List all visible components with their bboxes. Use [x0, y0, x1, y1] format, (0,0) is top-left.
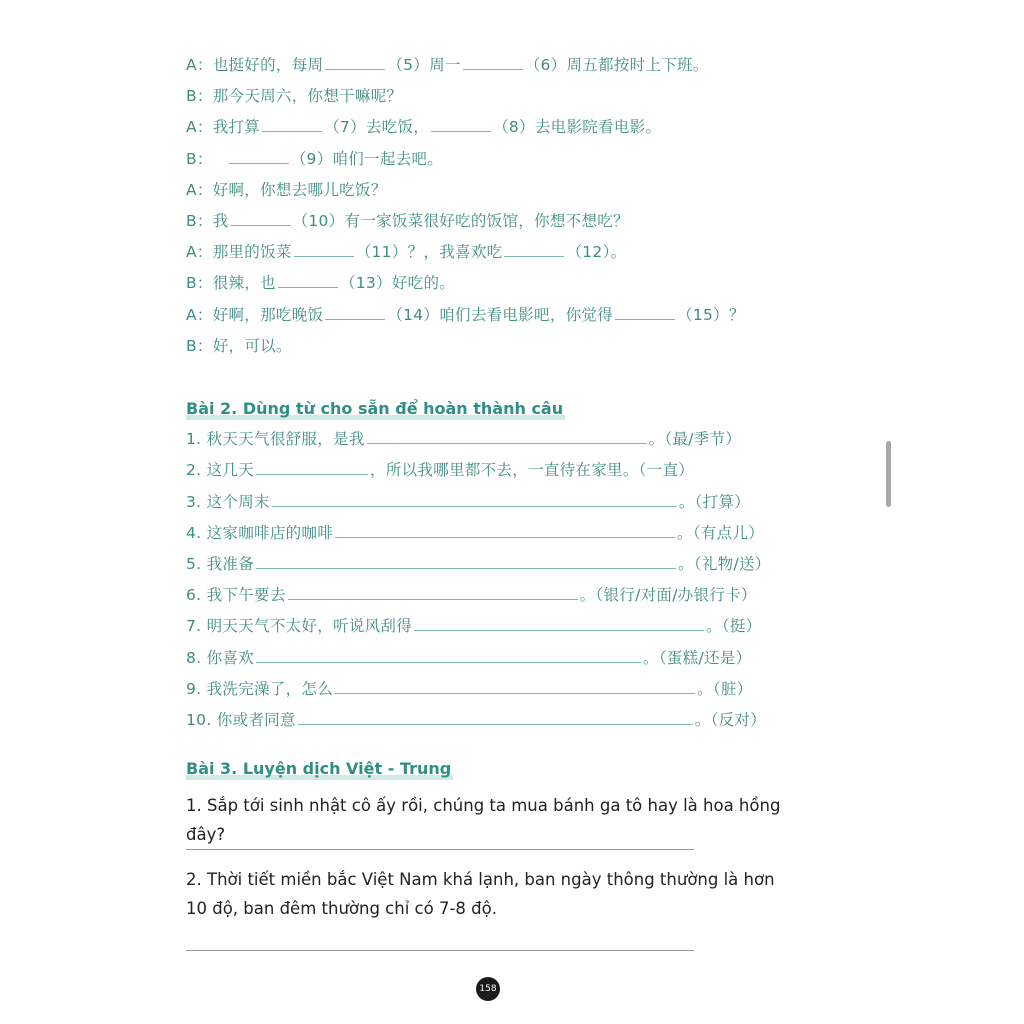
- item-text: 10. 你或者同意: [186, 711, 296, 729]
- item-hint: 。（银行/对面/办银行卡）: [579, 586, 757, 604]
- item-hint: 。（最/季节）: [648, 430, 742, 448]
- bai2-item-4: [186, 522, 764, 544]
- dialogue-text: （6）周五都按时上下班。: [524, 56, 709, 74]
- item-text: 3. 这个周末: [186, 493, 270, 511]
- bai2-item-1: [186, 428, 741, 450]
- dialogue-text: （11）？，我喜欢吃: [355, 243, 503, 261]
- fill-blank-6[interactable]: [463, 55, 523, 70]
- dialogue-line-3: [186, 116, 661, 138]
- fill-blank-15[interactable]: [615, 305, 675, 320]
- item-hint: 。（有点儿）: [677, 524, 765, 542]
- dialogue-text: B：我: [186, 212, 229, 230]
- fill-blank-9[interactable]: [229, 149, 289, 164]
- item-text: 7. 明天天气不太好，听说风刮得: [186, 617, 413, 635]
- item-text: 4. 这家咖啡店的咖啡: [186, 524, 334, 542]
- bai2-item-2: [186, 459, 694, 481]
- answer-blank-3[interactable]: [272, 492, 677, 507]
- dialogue-line-4: [186, 148, 443, 170]
- answer-blank-1[interactable]: [367, 429, 647, 444]
- dialogue-line-2: [186, 85, 402, 107]
- dialogue-text: （8）去电影院看电影。: [493, 118, 662, 136]
- item-hint: 。（礼物/送）: [678, 555, 771, 573]
- dialogue-text: （13）好吃的。: [339, 274, 456, 292]
- bai3-question-1: 1. Sắp tới sinh nhật cô ấy rồi, chúng ta mua bánh ga tô hay là hoa hồng đây?: [186, 796, 781, 844]
- answer-blank-10[interactable]: [298, 710, 693, 725]
- dialogue-text: A：也挺好的，每周: [186, 56, 324, 74]
- fill-blank-5[interactable]: [325, 55, 385, 70]
- bai2-item-9: [186, 678, 752, 700]
- item-hint: 。（挺）: [706, 617, 762, 635]
- item-hint: 。（打算）: [678, 493, 751, 511]
- translation-answer-line-1[interactable]: [186, 849, 694, 850]
- dialogue-text: B：好，可以。: [186, 337, 292, 355]
- translation-answer-line-2[interactable]: [186, 950, 694, 951]
- answer-blank-2[interactable]: [256, 460, 368, 475]
- item-text: 5. 我准备: [186, 555, 255, 573]
- dialogue-text: （5）周一: [387, 56, 461, 74]
- dialogue-text: A：我打算: [186, 118, 261, 136]
- answer-blank-8[interactable]: [256, 648, 641, 663]
- answer-blank-6[interactable]: [288, 585, 578, 600]
- item-hint: 。（脏）: [697, 680, 753, 698]
- answer-blank-4[interactable]: [335, 523, 675, 538]
- page-number-badge: 158: [476, 977, 500, 1001]
- bai3-question-2: 2. Thời tiết miền bắc Việt Nam khá lạnh, ban ngày thông thường là hơn 10 độ, ban đêm thường chỉ có 7-8 độ.: [186, 870, 775, 918]
- dialogue-text: （7）去吃饭，: [324, 118, 430, 136]
- answer-blank-7[interactable]: [414, 616, 704, 631]
- section-heading-bai3: Bài 3. Luyện dịch Việt - Trung: [186, 759, 452, 778]
- fill-blank-14[interactable]: [325, 305, 385, 320]
- answer-blank-5[interactable]: [256, 554, 676, 569]
- item-text: 6. 我下午要去: [186, 586, 286, 604]
- item-hint: 。（反对）: [694, 711, 767, 729]
- bai2-item-7: [186, 615, 761, 637]
- bai2-item-3: [186, 491, 750, 513]
- dialogue-text: A：那里的饭菜: [186, 243, 292, 261]
- dialogue-text: （15）？: [677, 306, 745, 324]
- dialogue-text: B：: [186, 150, 213, 168]
- scrollbar-thumb[interactable]: [886, 441, 891, 507]
- dialogue-line-8: [186, 272, 455, 294]
- bai2-item-5: [186, 553, 771, 575]
- fill-blank-12[interactable]: [504, 242, 564, 257]
- bai2-item-8: [186, 647, 751, 669]
- dialogue-text: B：很辣，也: [186, 274, 276, 292]
- fill-blank-7[interactable]: [262, 117, 322, 132]
- fill-blank-13[interactable]: [278, 273, 338, 288]
- dialogue-text: （10）有一家饭菜很好吃的饭馆，你想不想吃？: [292, 212, 629, 230]
- item-text: 1. 秋天天气很舒服，是我: [186, 430, 365, 448]
- item-hint: ，所以我哪里都不去，一直待在家里。（一直）: [370, 461, 695, 479]
- dialogue-line-7: [186, 241, 626, 263]
- dialogue-text: （14）咱们去看电影吧，你觉得: [387, 306, 614, 324]
- fill-blank-8[interactable]: [431, 117, 491, 132]
- dialogue-line-5: [186, 179, 387, 201]
- answer-blank-9[interactable]: [335, 679, 695, 694]
- bai2-item-6: [186, 584, 757, 606]
- dialogue-text: （9）咱们一起去吧。: [290, 150, 444, 168]
- fill-blank-10[interactable]: [231, 211, 291, 226]
- item-text: 8. 你喜欢: [186, 649, 255, 667]
- fill-blank-11[interactable]: [294, 242, 354, 257]
- dialogue-text: A：好啊，那吃晚饭: [186, 306, 324, 324]
- item-text: 2. 这几天: [186, 461, 255, 479]
- section-heading-bai2: Bài 2. Dùng từ cho sẵn để hoàn thành câu: [186, 399, 564, 418]
- dialogue-line-9: [186, 304, 745, 326]
- dialogue-line-10: [186, 335, 292, 357]
- dialogue-text: （12）。: [566, 243, 627, 261]
- item-hint: 。（蛋糕/还是）: [643, 649, 752, 667]
- dialogue-line-1: [186, 54, 709, 76]
- item-text: 9. 我洗完澡了，怎么: [186, 680, 334, 698]
- dialogue-line-6: [186, 210, 629, 232]
- dialogue-text: A：好啊，你想去哪儿吃饭？: [186, 181, 387, 199]
- bai2-item-10: [186, 709, 766, 731]
- dialogue-text: B：那今天周六，你想干嘛呢？: [186, 87, 403, 105]
